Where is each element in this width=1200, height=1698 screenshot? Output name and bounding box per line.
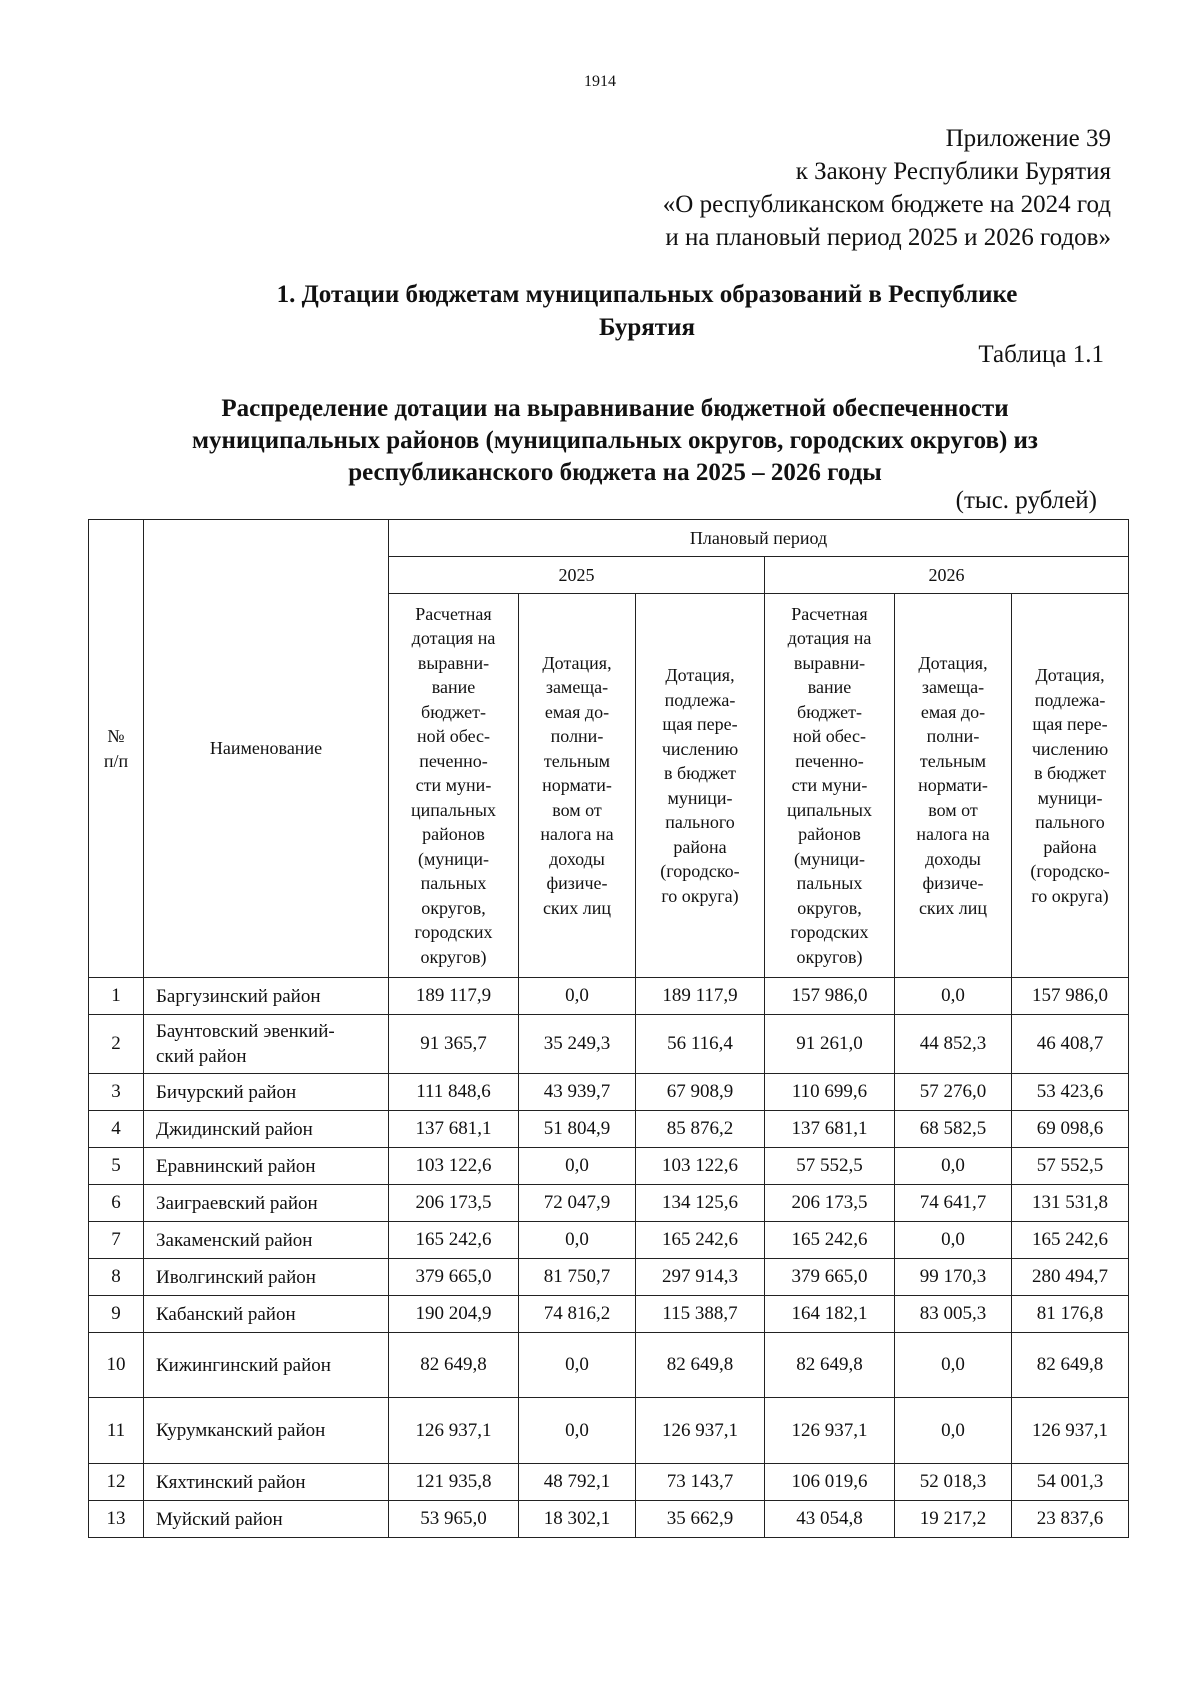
row-value: 126 937,1 (636, 1398, 765, 1464)
row-value: 83 005,3 (895, 1296, 1012, 1333)
table-row (89, 1333, 1129, 1398)
row-name: Муйский район (144, 1501, 389, 1538)
row-value: 46 408,7 (1012, 1015, 1129, 1074)
table-row (89, 1296, 1129, 1333)
row-name: Кяхтинский район (144, 1464, 389, 1501)
appendix-line: «О республиканском бюджете на 2024 год (662, 191, 1111, 218)
table-row (89, 1015, 1129, 1074)
header-calc-dotation: Расчетная дотация на выравни- вание бюджет- ной обес- печенно- сти муни- ципальных районов (муници- пальных округов, городских округов) (765, 594, 895, 978)
row-value: 189 117,9 (389, 978, 519, 1015)
row-name: Джидинский район (144, 1111, 389, 1148)
row-value: 43 939,7 (519, 1074, 636, 1111)
row-value: 51 804,9 (519, 1111, 636, 1148)
row-value: 73 143,7 (636, 1464, 765, 1501)
row-value: 297 914,3 (636, 1259, 765, 1296)
row-value: 106 019,6 (765, 1464, 895, 1501)
row-value: 82 649,8 (389, 1333, 519, 1398)
table-row (89, 1501, 1129, 1538)
row-number: 4 (89, 1111, 144, 1148)
row-number: 13 (89, 1501, 144, 1538)
row-value: 110 699,6 (765, 1074, 895, 1111)
row-value: 85 876,2 (636, 1111, 765, 1148)
appendix-line: и на плановый период 2025 и 2026 годов» (665, 224, 1111, 251)
row-value: 44 852,3 (895, 1015, 1012, 1074)
table-title-line: муниципальных районов (муниципальных округов, городских округов) из (192, 427, 1038, 454)
header-replaced-dotation: Дотация, замеща- емая до- полни- тельным нормати- вом от налога на доходы физиче- ских лиц (519, 594, 636, 978)
table-row (89, 1185, 1129, 1222)
row-number: 5 (89, 1148, 144, 1185)
row-value: 0,0 (895, 1398, 1012, 1464)
table-row (89, 1222, 1129, 1259)
table-row (89, 1111, 1129, 1148)
header-year-2025: 2025 (389, 557, 765, 594)
header-planned-period: Плановый период (389, 520, 1129, 557)
row-value: 99 170,3 (895, 1259, 1012, 1296)
row-value: 103 122,6 (389, 1148, 519, 1185)
row-name: Баргузинский район (144, 978, 389, 1015)
subsidy-table (88, 519, 1129, 1538)
row-value: 0,0 (519, 1148, 636, 1185)
row-name: Иволгинский район (144, 1259, 389, 1296)
row-value: 131 531,8 (1012, 1185, 1129, 1222)
row-value: 82 649,8 (1012, 1333, 1129, 1398)
table-row (89, 978, 1129, 1015)
row-value: 134 125,6 (636, 1185, 765, 1222)
row-value: 280 494,7 (1012, 1259, 1129, 1296)
header-name: Наименование (144, 520, 389, 978)
page-number: 1914 (584, 73, 616, 90)
units-label: (тыс. рублей) (955, 487, 1097, 514)
header-num: № п/п (89, 520, 144, 978)
row-name: Кабанский район (144, 1296, 389, 1333)
row-value: 54 001,3 (1012, 1464, 1129, 1501)
row-name: Закаменский район (144, 1222, 389, 1259)
row-name: Баунтовский эвенкий- ский район (144, 1015, 389, 1074)
header-transfer-dotation: Дотация, подлежа- щая пере- числению в бюджет муници- пального района (городско- го округа) (636, 594, 765, 978)
row-value: 0,0 (519, 1398, 636, 1464)
row-value: 189 117,9 (636, 978, 765, 1015)
row-number: 8 (89, 1259, 144, 1296)
row-value: 126 937,1 (389, 1398, 519, 1464)
table-title (90, 393, 1140, 489)
table-row (89, 1259, 1129, 1296)
table-title-line: республиканского бюджета на 2025 – 2026 годы (348, 459, 882, 486)
row-value: 126 937,1 (765, 1398, 895, 1464)
row-number: 10 (89, 1333, 144, 1398)
table-row (89, 1398, 1129, 1464)
row-number: 9 (89, 1296, 144, 1333)
row-value: 53 965,0 (389, 1501, 519, 1538)
section-title (212, 278, 1082, 344)
row-number: 2 (89, 1015, 144, 1074)
row-value: 206 173,5 (389, 1185, 519, 1222)
row-value: 81 176,8 (1012, 1296, 1129, 1333)
header-year-2026: 2026 (765, 557, 1129, 594)
row-value: 72 047,9 (519, 1185, 636, 1222)
row-number: 1 (89, 978, 144, 1015)
header-transfer-dotation: Дотация, подлежа- щая пере- числению в бюджет муници- пального района (городско- го округа) (1012, 594, 1129, 978)
row-value: 115 388,7 (636, 1296, 765, 1333)
row-value: 0,0 (895, 1222, 1012, 1259)
table-row (89, 1074, 1129, 1111)
row-value: 165 242,6 (636, 1222, 765, 1259)
row-value: 0,0 (519, 1333, 636, 1398)
row-value: 0,0 (895, 1148, 1012, 1185)
row-value: 206 173,5 (765, 1185, 895, 1222)
row-value: 190 204,9 (389, 1296, 519, 1333)
row-value: 137 681,1 (389, 1111, 519, 1148)
row-value: 165 242,6 (389, 1222, 519, 1259)
table-number: Таблица 1.1 (978, 341, 1104, 368)
row-value: 19 217,2 (895, 1501, 1012, 1538)
section-title-line: 1. Дотации бюджетам муниципальных образований в Республике (276, 281, 1018, 308)
row-value: 53 423,6 (1012, 1074, 1129, 1111)
row-value: 165 242,6 (765, 1222, 895, 1259)
row-value: 23 837,6 (1012, 1501, 1129, 1538)
row-value: 74 816,2 (519, 1296, 636, 1333)
row-value: 52 018,3 (895, 1464, 1012, 1501)
row-value: 82 649,8 (765, 1333, 895, 1398)
row-name: Еравнинский район (144, 1148, 389, 1185)
row-value: 103 122,6 (636, 1148, 765, 1185)
row-value: 91 261,0 (765, 1015, 895, 1074)
row-value: 379 665,0 (389, 1259, 519, 1296)
row-name: Заиграевский район (144, 1185, 389, 1222)
table-row (89, 1464, 1129, 1501)
row-value: 56 116,4 (636, 1015, 765, 1074)
row-value: 74 641,7 (895, 1185, 1012, 1222)
row-value: 111 848,6 (389, 1074, 519, 1111)
row-number: 6 (89, 1185, 144, 1222)
row-name: Кижингинский район (144, 1333, 389, 1398)
row-name: Курумканский район (144, 1398, 389, 1464)
row-value: 57 276,0 (895, 1074, 1012, 1111)
row-value: 82 649,8 (636, 1333, 765, 1398)
row-value: 35 662,9 (636, 1501, 765, 1538)
table-title-line: Распределение дотации на выравнивание бюджетной обеспеченности (221, 395, 1009, 422)
appendix-line: к Закону Республики Бурятия (795, 158, 1111, 185)
row-value: 48 792,1 (519, 1464, 636, 1501)
row-number: 7 (89, 1222, 144, 1259)
row-value: 67 908,9 (636, 1074, 765, 1111)
row-value: 35 249,3 (519, 1015, 636, 1074)
row-value: 0,0 (519, 1222, 636, 1259)
row-value: 57 552,5 (765, 1148, 895, 1185)
row-value: 164 182,1 (765, 1296, 895, 1333)
row-value: 121 935,8 (389, 1464, 519, 1501)
appendix-line: Приложение 39 (945, 125, 1111, 152)
row-name: Бичурский район (144, 1074, 389, 1111)
row-value: 0,0 (519, 978, 636, 1015)
row-value: 0,0 (895, 978, 1012, 1015)
row-value: 68 582,5 (895, 1111, 1012, 1148)
row-value: 43 054,8 (765, 1501, 895, 1538)
row-value: 157 986,0 (1012, 978, 1129, 1015)
appendix-header (663, 122, 1111, 254)
section-title-line: Бурятия (598, 314, 696, 341)
row-value: 157 986,0 (765, 978, 895, 1015)
row-value: 379 665,0 (765, 1259, 895, 1296)
row-value: 91 365,7 (389, 1015, 519, 1074)
row-value: 81 750,7 (519, 1259, 636, 1296)
row-value: 0,0 (895, 1333, 1012, 1398)
row-number: 3 (89, 1074, 144, 1111)
row-value: 137 681,1 (765, 1111, 895, 1148)
header-replaced-dotation: Дотация, замеща- емая до- полни- тельным нормати- вом от налога на доходы физиче- ских лиц (895, 594, 1012, 978)
row-number: 11 (89, 1398, 144, 1464)
row-number: 12 (89, 1464, 144, 1501)
row-value: 18 302,1 (519, 1501, 636, 1538)
row-value: 126 937,1 (1012, 1398, 1129, 1464)
table-row (89, 1148, 1129, 1185)
row-value: 165 242,6 (1012, 1222, 1129, 1259)
row-value: 69 098,6 (1012, 1111, 1129, 1148)
header-calc-dotation: Расчетная дотация на выравни- вание бюджет- ной обес- печенно- сти муни- ципальных районов (муници- пальных округов, городских округов) (389, 594, 519, 978)
row-value: 57 552,5 (1012, 1148, 1129, 1185)
